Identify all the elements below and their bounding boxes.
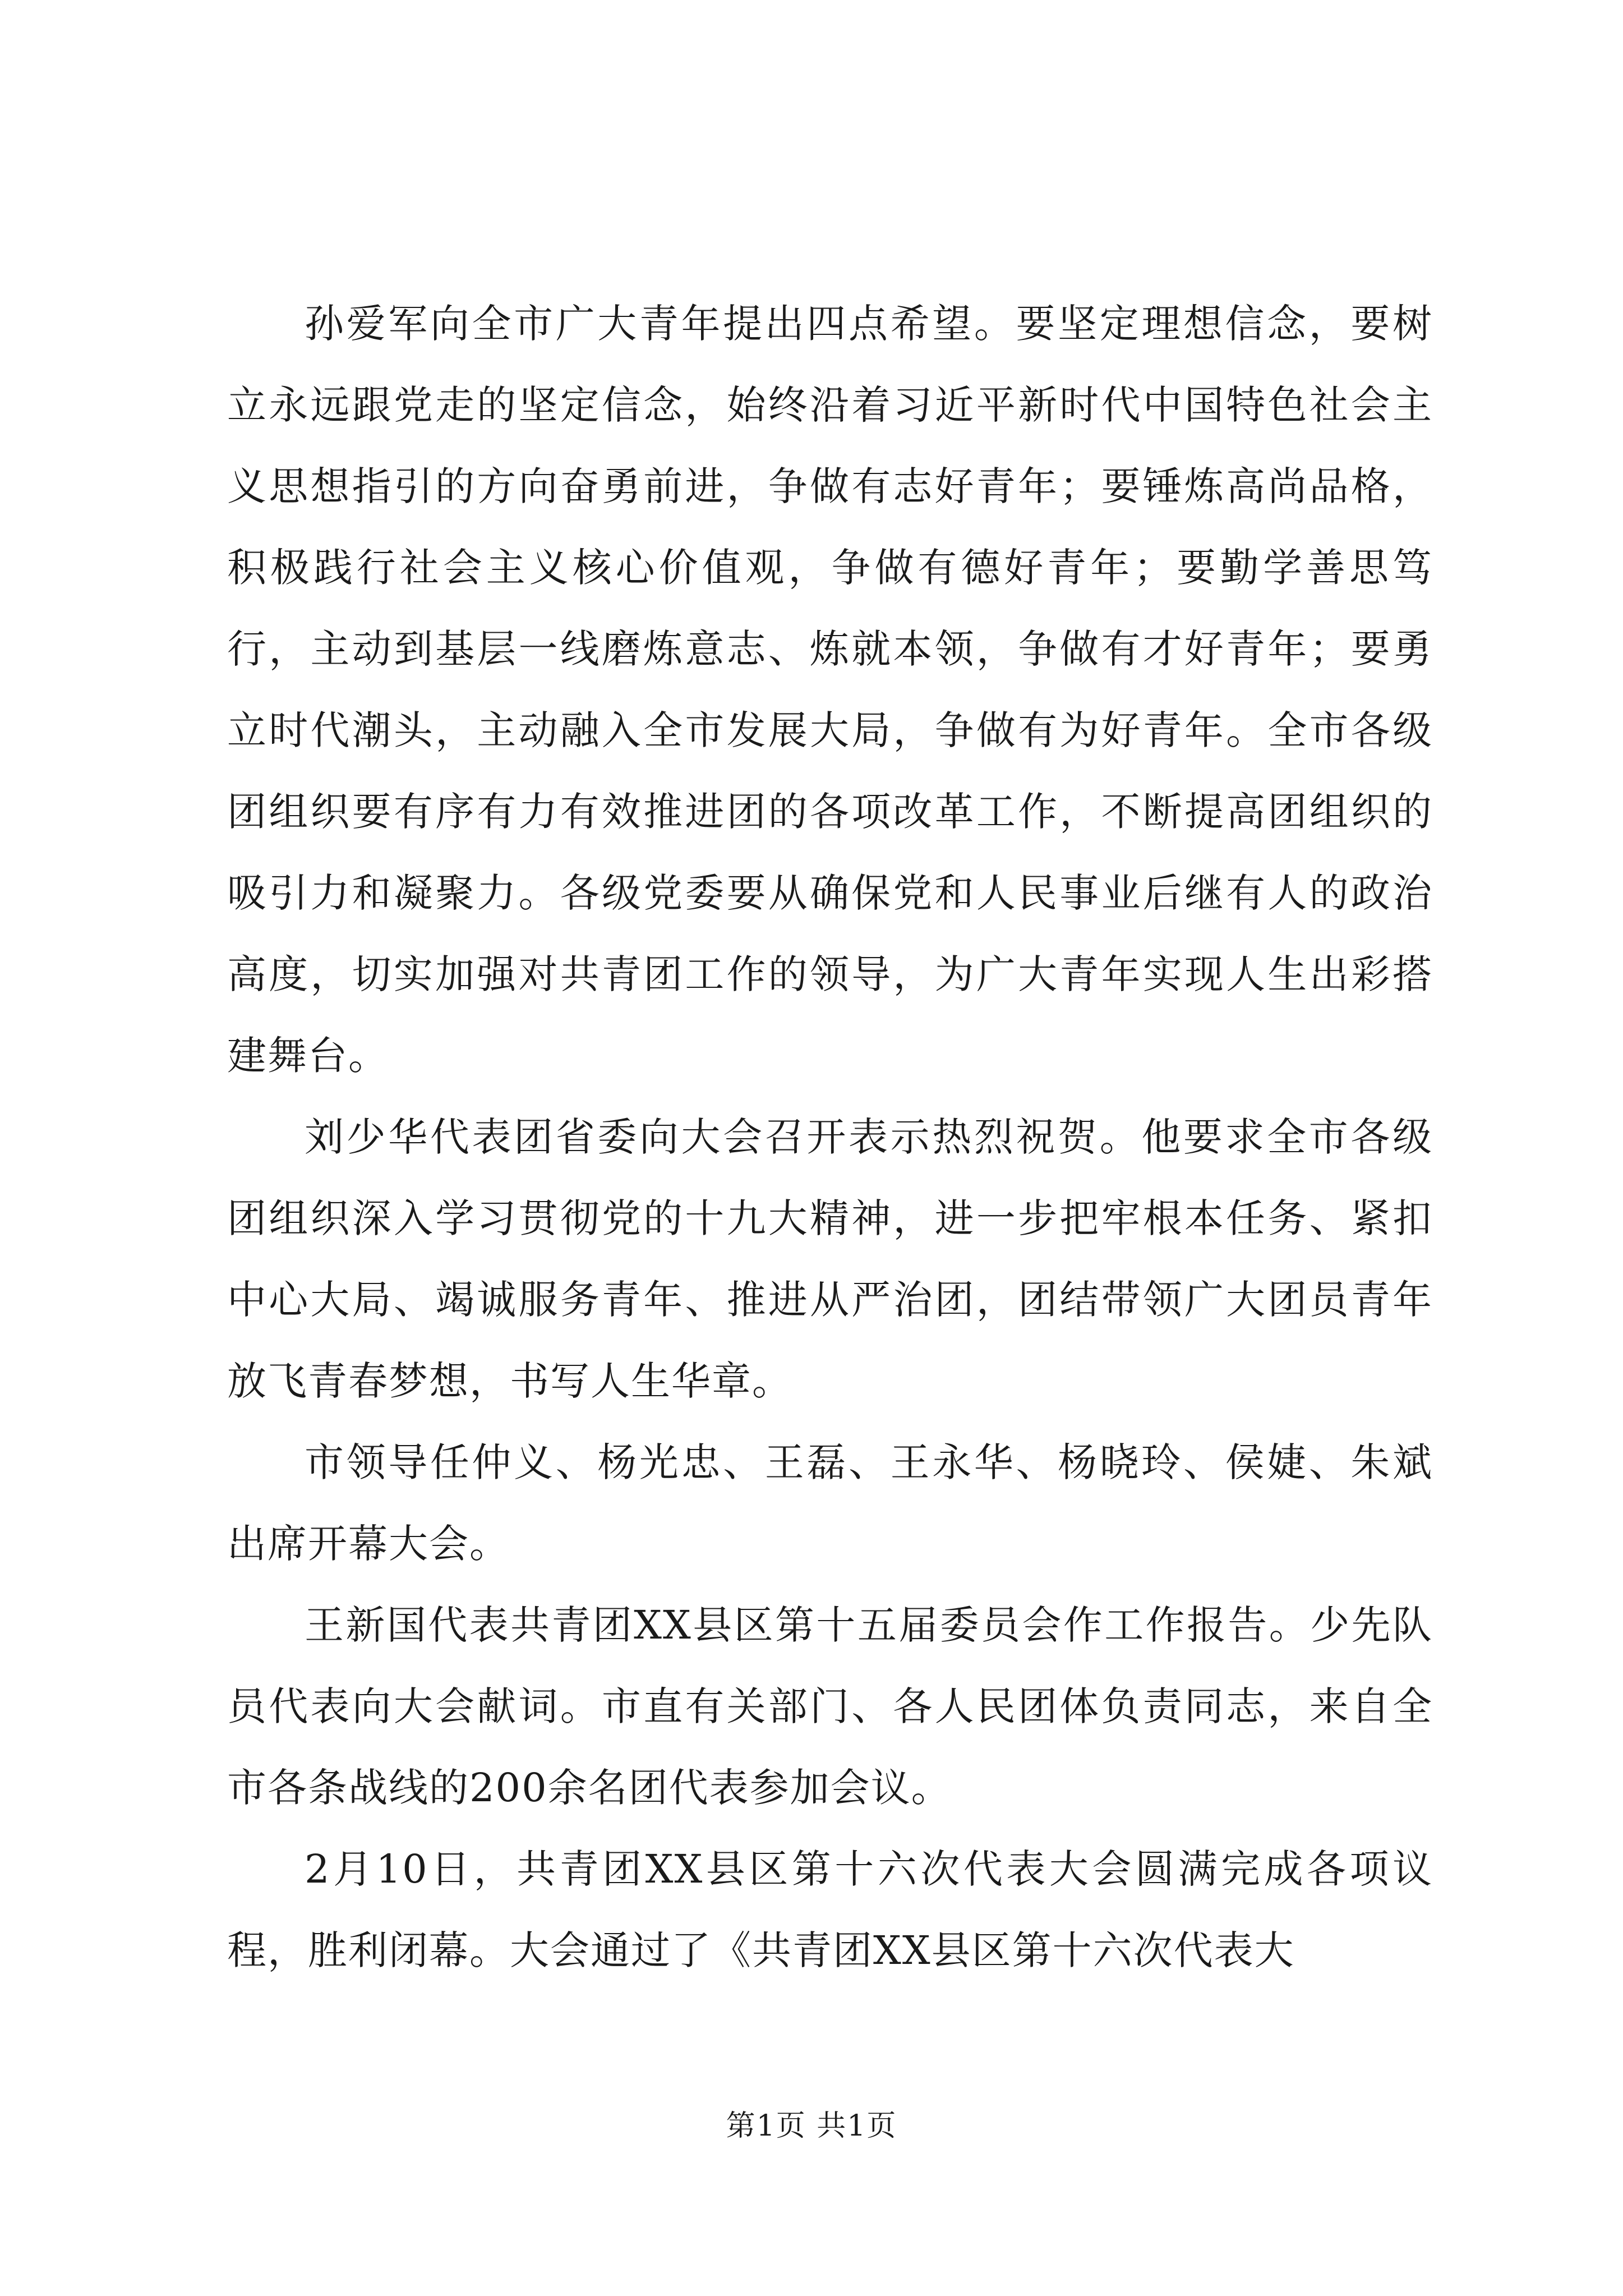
document-body xyxy=(227,283,1433,2045)
paragraph-2: 刘少华代表团省委向大会召开表示热烈祝贺。他要求全市各级团组织深入学习贯彻党的十九大精神，进一步把牢根本任务、紧扣中心大局、竭诚服务青年、推进从严治团，团结带领广大团员青年放飞青春梦想，书写人生华章。 xyxy=(227,1114,1433,1404)
paragraph-1: 孙爱军向全市广大青年提出四点希望。要坚定理想信念，要树立永远跟党走的坚定信念，始终沿着习近平新时代中国特色社会主义思想指引的方向奋勇前进，争做有志好青年；要锤炼高尚品格，积极践行社会主义核心价值观，争做有德好青年；要勤学善思笃行，主动到基层一线磨炼意志、炼就本领，争做有才好青年；要勇立时代潮头，主动融入全市发展大局，争做有为好青年。全市各级团组织要有序有力有效推进团的各项改革工作，不断提高团组织的吸引力和凝聚力。各级党委要从确保党和人民事业后继有人的政治高度，切实加强对共青团工作的领导，为广大青年实现人生出彩搭建舞台。 xyxy=(227,301,1433,1079)
paragraph-5: 2月10日，共青团XX县区第十六次代表大会圆满完成各项议程，胜利闭幕。大会通过了《共青团XX县区第十六次代表大 xyxy=(227,1846,1433,1973)
paragraph-4: 王新国代表共青团XX县区第十五届委员会作工作报告。少先队员代表向大会献词。市直有关部门、各人民团体负责同志，来自全市各条战线的200余名团代表参加会议。 xyxy=(227,1602,1433,1811)
paragraph-3: 市领导任仲义、杨光忠、王磊、王永华、杨晓玲、侯婕、朱斌出席开幕大会。 xyxy=(227,1439,1433,1567)
page-footer: 第1页 共1页 xyxy=(726,2109,897,2143)
